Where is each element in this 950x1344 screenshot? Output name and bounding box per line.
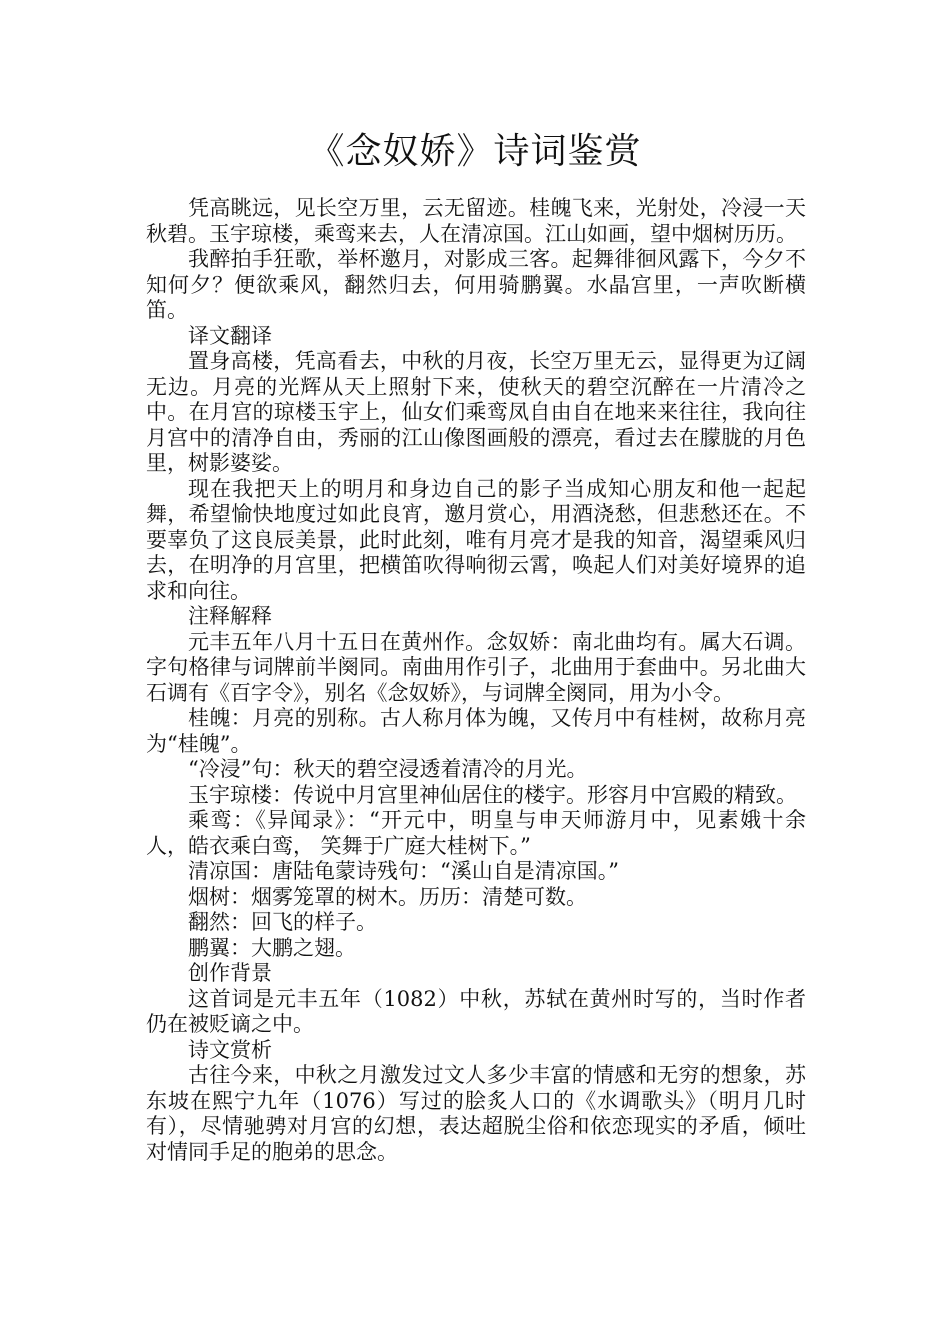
poem-stanza-1: 凭高眺远，见长空万里，云无留迹。桂魄飞来，光射处，冷浸一天秋碧。玉宇琼楼，乘鸾来去，人在清凉国。江山如画，望中烟树历历。 [146,196,806,246]
translation-paragraph-2: 现在我把天上的明月和身边自己的影子当成知心朋友和他一起起舞，希望愉快地度过如此良宵，邀月赏心，用酒浇愁，但悲愁还在。不要辜负了这良辰美景，此时此刻，唯有月亮才是我的知音，渴望乘风归去，在明净的月宫里，把横笛吹得响彻云霄，唤起人们对美好境界的追求和向往。 [146,476,806,603]
note-paragraph: 玉宇琼楼：传说中月宫里神仙居住的楼宇。形容月中宫殿的精致。 [188,782,797,807]
background-paragraph: 这首词是元丰五年（1082）中秋，苏轼在黄州时写的，当时作者仍在被贬谪之中。 [146,986,806,1036]
note-paragraph: 翻然：回飞的样子。 [188,910,377,934]
note-paragraph: 乘鸾：《异闻录》：“开元中，明皇与申天师游月中，见素娥十余人，皓衣乘白鸾， 笑舞于广庭大桂树下。” [146,808,806,858]
appreciation-paragraph: 古往今来，中秋之月激发过文人多少丰富的情感和无穷的想象，苏东坡在熙宁九年（1076）写过的脍炙人口的《水调歌头》（明月几时有），尽情驰骋对月宫的幻想，表达超脱尘俗和依恋现实的矛盾，倾吐对情同手足的胞弟的思念。 [146,1063,806,1164]
note-paragraph: 元丰五年八月十五日在黄州作。念奴娇：南北曲均有。属大石调。字句格律与词牌前半阕同。南曲用作引子，北曲用于套曲中。另北曲大石调有《百字令》，别名《念奴娇》，与词牌全阕同，用为小令。 [146,629,806,705]
note-paragraph: 桂魄：月亮的别称。古人称月体为魄，又传月中有桂树，故称月亮为“桂魄”。 [146,706,806,756]
section-heading-translation: 译文翻译 [188,323,272,348]
document-body [146,196,806,1165]
section-heading-appreciation: 诗文赏析 [188,1037,272,1062]
note-paragraph: 鹏翼：大鹏之翅。 [188,935,356,960]
note-paragraph: “冷浸”句：秋天的碧空浸透着清冷的月光。 [188,757,588,781]
section-heading-notes: 注释解释 [188,604,272,628]
poem-stanza-2: 我醉拍手狂歌，举杯邀月，对影成三客。起舞徘徊风露下，今夕不知何夕？便欲乘风，翻然归去，何用骑鹏翼。水晶宫里，一声吹断横笛。 [146,247,806,322]
section-heading-background: 创作背景 [188,961,272,985]
note-paragraph: 烟树：烟雾笼罩的树木。历历：清楚可数。 [188,884,587,909]
page-title: 《念奴娇》诗词鉴赏 [308,131,642,172]
translation-paragraph-1: 置身高楼，凭高看去，中秋的月夜，长空万里无云，显得更为辽阔无边。月亮的光辉从天上照射下来，使秋天的碧空沉醉在一片清冷之中。在月宫的琼楼玉宇上，仙女们乘鸾凤自由自在地来来往往，我向往月宫中的清净自由，秀丽的江山像图画般的漂亮，看过去在朦胧的月色里，树影婆娑。 [146,349,806,475]
note-paragraph: 清凉国：唐陆龟蒙诗残句：“溪山自是清凉国。” [188,859,619,883]
